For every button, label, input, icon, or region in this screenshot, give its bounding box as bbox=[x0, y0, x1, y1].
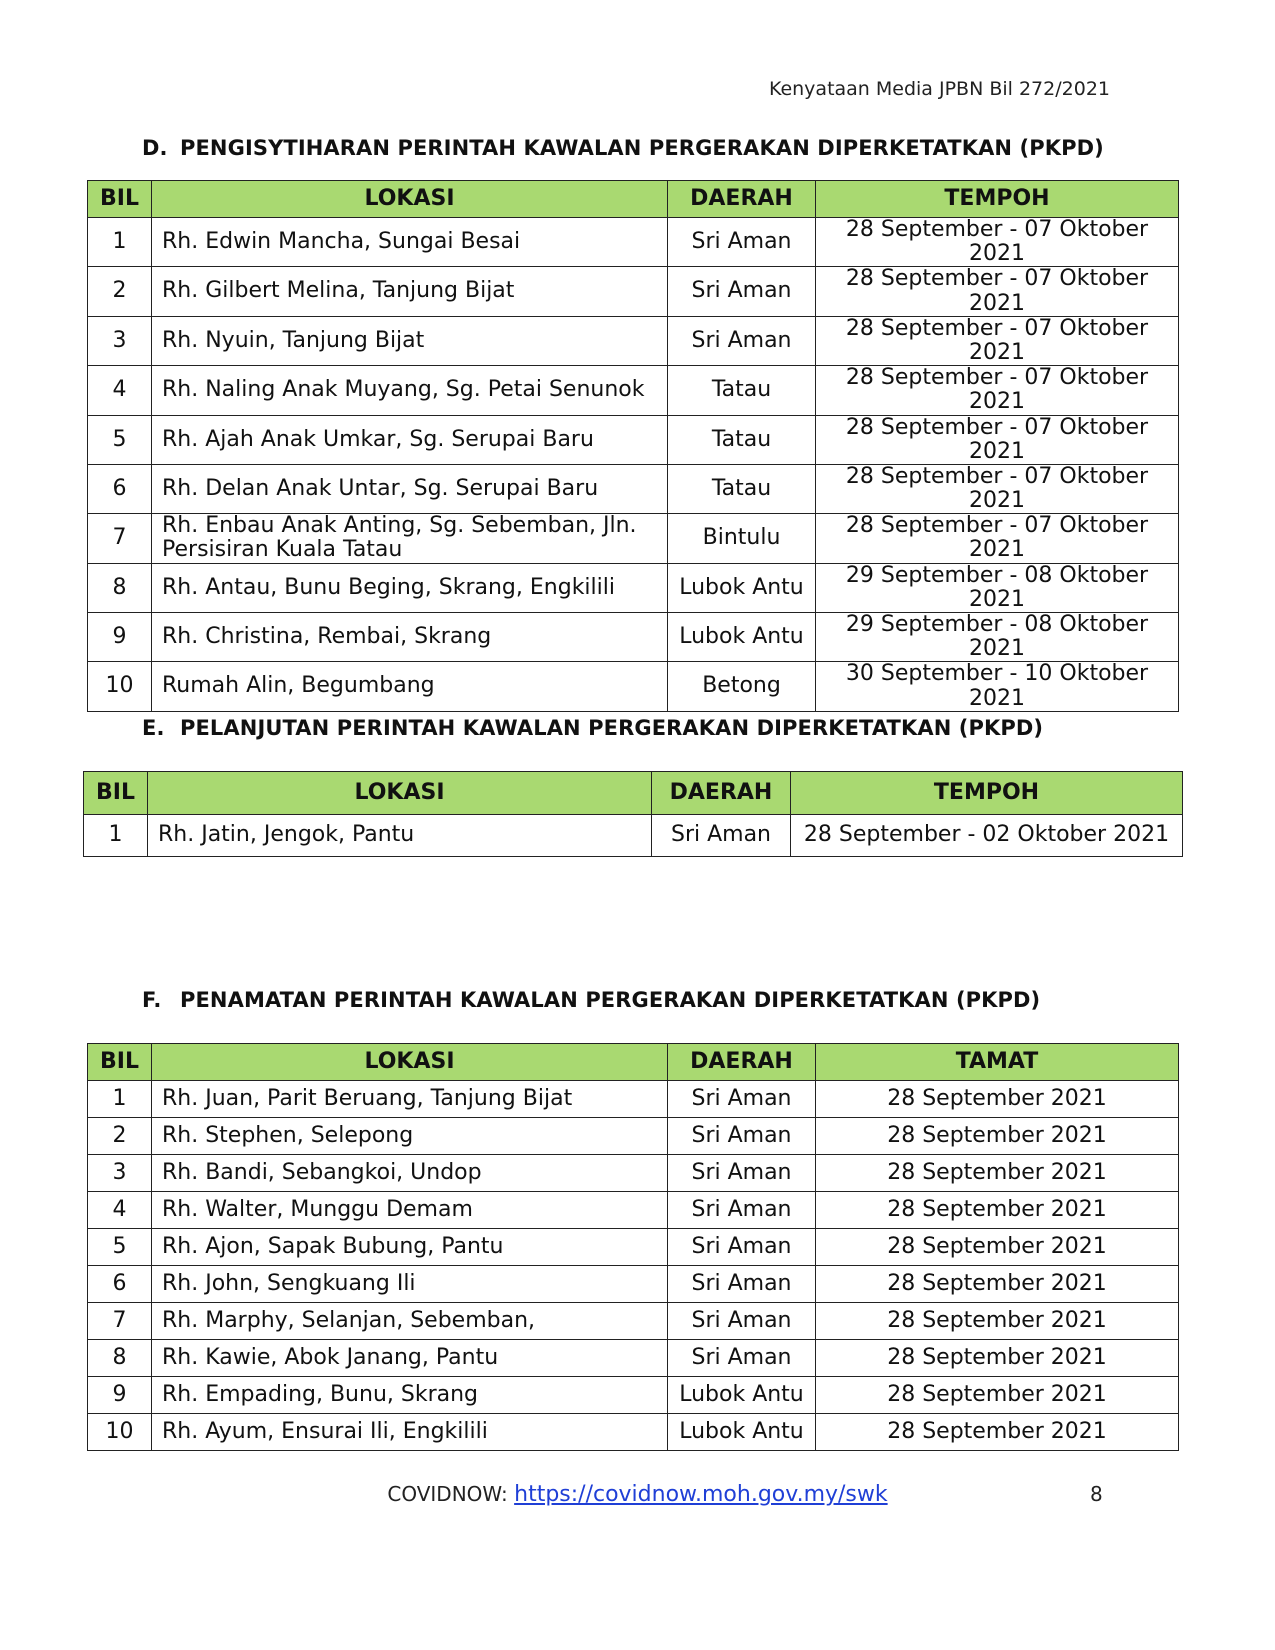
footer bbox=[0, 1482, 1275, 1507]
cell-date: 28 September 2021 bbox=[816, 1377, 1179, 1414]
cell-lokasi: Rh. Stephen, Selepong bbox=[152, 1118, 668, 1155]
cell-date: 28 September - 07 Oktober 2021 bbox=[816, 464, 1179, 513]
cell-bil: 1 bbox=[88, 1081, 152, 1118]
cell-daerah: Sri Aman bbox=[652, 815, 791, 857]
cell-daerah: Sri Aman bbox=[668, 267, 816, 316]
cell-daerah: Lubok Antu bbox=[668, 613, 816, 662]
covidnow-link[interactable]: https://covidnow.moh.gov.my/swk bbox=[514, 1482, 888, 1507]
table-row bbox=[88, 1081, 1179, 1118]
cell-date: 28 September 2021 bbox=[816, 1414, 1179, 1451]
section-f-heading: PENAMATAN PERINTAH KAWALAN PERGERAKAN DIPERKETATKAN (PKPD) bbox=[180, 988, 1041, 1012]
cell-daerah: Sri Aman bbox=[668, 1303, 816, 1340]
table-row bbox=[88, 1340, 1179, 1377]
cell-daerah: Sri Aman bbox=[668, 1081, 816, 1118]
cell-date: 29 September - 08 Oktober 2021 bbox=[816, 563, 1179, 612]
cell-daerah: Tatau bbox=[668, 464, 816, 513]
cell-bil: 5 bbox=[88, 1229, 152, 1266]
table-row bbox=[88, 1377, 1179, 1414]
cell-bil: 3 bbox=[88, 1155, 152, 1192]
cell-lokasi: Rh. Ajon, Sapak Bubung, Pantu bbox=[152, 1229, 668, 1266]
table-row bbox=[88, 514, 1179, 563]
section-e-title bbox=[142, 716, 1043, 740]
table-body bbox=[88, 1081, 1179, 1451]
cell-daerah: Sri Aman bbox=[668, 1155, 816, 1192]
column-header-tempoh: TEMPOH bbox=[791, 772, 1183, 815]
table-row bbox=[88, 464, 1179, 513]
cell-date: 28 September 2021 bbox=[816, 1266, 1179, 1303]
cell-bil: 8 bbox=[88, 563, 152, 612]
cell-lokasi: Rh. Christina, Rembai, Skrang bbox=[152, 613, 668, 662]
table-row bbox=[84, 815, 1183, 857]
cell-bil: 4 bbox=[88, 1192, 152, 1229]
cell-lokasi: Rh. Ayum, Ensurai Ili, Engkilili bbox=[152, 1414, 668, 1451]
cell-lokasi: Rh. Enbau Anak Anting, Sg. Sebemban, Jln. Persisiran Kuala Tatau bbox=[152, 514, 668, 563]
cell-date: 28 September - 07 Oktober 2021 bbox=[816, 514, 1179, 563]
cell-date: 28 September 2021 bbox=[816, 1303, 1179, 1340]
section-e-heading: PELANJUTAN PERINTAH KAWALAN PERGERAKAN DIPERKETATKAN (PKPD) bbox=[180, 716, 1044, 740]
cell-bil: 4 bbox=[88, 366, 152, 415]
table-row bbox=[88, 563, 1179, 612]
cell-lokasi: Rh. Marphy, Selanjan, Sebemban, bbox=[152, 1303, 668, 1340]
cell-bil: 6 bbox=[88, 1266, 152, 1303]
table-body bbox=[88, 218, 1179, 712]
cell-daerah: Tatau bbox=[668, 415, 816, 464]
cell-date: 28 September - 07 Oktober 2021 bbox=[816, 316, 1179, 365]
cell-lokasi: Rh. John, Sengkuang Ili bbox=[152, 1266, 668, 1303]
section-d-title bbox=[142, 136, 1104, 160]
cell-lokasi: Rumah Alin, Begumbang bbox=[152, 662, 668, 711]
cell-daerah: Tatau bbox=[668, 366, 816, 415]
cell-bil: 3 bbox=[88, 316, 152, 365]
table-row bbox=[88, 218, 1179, 267]
cell-date: 28 September - 07 Oktober 2021 bbox=[816, 218, 1179, 267]
column-header-tempoh: TEMPOH bbox=[816, 181, 1179, 218]
table-body bbox=[84, 815, 1183, 857]
cell-date: 28 September - 07 Oktober 2021 bbox=[816, 267, 1179, 316]
table-row bbox=[88, 1266, 1179, 1303]
cell-daerah: Lubok Antu bbox=[668, 1414, 816, 1451]
cell-daerah: Sri Aman bbox=[668, 316, 816, 365]
cell-lokasi: Rh. Jatin, Jengok, Pantu bbox=[148, 815, 652, 857]
table-row bbox=[88, 613, 1179, 662]
cell-lokasi: Rh. Nyuin, Tanjung Bijat bbox=[152, 316, 668, 365]
cell-daerah: Sri Aman bbox=[668, 1192, 816, 1229]
column-header-lokasi: LOKASI bbox=[148, 772, 652, 815]
cell-bil: 6 bbox=[88, 464, 152, 513]
cell-bil: 9 bbox=[88, 613, 152, 662]
column-header-lokasi: LOKASI bbox=[152, 1044, 668, 1081]
section-f-title bbox=[142, 988, 1040, 1012]
cell-daerah: Sri Aman bbox=[668, 1229, 816, 1266]
cell-lokasi: Rh. Delan Anak Untar, Sg. Serupai Baru bbox=[152, 464, 668, 513]
table-row bbox=[88, 1155, 1179, 1192]
cell-lokasi: Rh. Walter, Munggu Demam bbox=[152, 1192, 668, 1229]
footer-label: COVIDNOW: bbox=[387, 1482, 508, 1506]
column-header-bil: BIL bbox=[88, 1044, 152, 1081]
cell-lokasi: Rh. Antau, Bunu Beging, Skrang, Engkilili bbox=[152, 563, 668, 612]
cell-daerah: Betong bbox=[668, 662, 816, 711]
page-number: 8 bbox=[1090, 1482, 1103, 1506]
cell-daerah: Lubok Antu bbox=[668, 563, 816, 612]
cell-lokasi: Rh. Juan, Parit Beruang, Tanjung Bijat bbox=[152, 1081, 668, 1118]
column-header-tamat: TAMAT bbox=[816, 1044, 1179, 1081]
cell-date: 28 September - 02 Oktober 2021 bbox=[791, 815, 1183, 857]
cell-bil: 7 bbox=[88, 1303, 152, 1340]
pkpd-extension-table bbox=[83, 771, 1183, 857]
cell-bil: 8 bbox=[88, 1340, 152, 1377]
cell-lokasi: Rh. Empading, Bunu, Skrang bbox=[152, 1377, 668, 1414]
cell-date: 28 September 2021 bbox=[816, 1155, 1179, 1192]
table-row bbox=[88, 415, 1179, 464]
cell-bil: 10 bbox=[88, 1414, 152, 1451]
cell-daerah: Sri Aman bbox=[668, 1340, 816, 1377]
table-row bbox=[88, 1229, 1179, 1266]
column-header-bil: BIL bbox=[88, 181, 152, 218]
section-f-letter: F. bbox=[142, 988, 162, 1012]
column-header-lokasi: LOKASI bbox=[152, 181, 668, 218]
cell-date: 28 September 2021 bbox=[816, 1081, 1179, 1118]
table-row bbox=[88, 1192, 1179, 1229]
cell-daerah: Bintulu bbox=[668, 514, 816, 563]
cell-bil: 5 bbox=[88, 415, 152, 464]
table-header-row bbox=[88, 181, 1179, 218]
cell-lokasi: Rh. Bandi, Sebangkoi, Undop bbox=[152, 1155, 668, 1192]
cell-bil: 9 bbox=[88, 1377, 152, 1414]
cell-bil: 7 bbox=[88, 514, 152, 563]
cell-date: 28 September - 07 Oktober 2021 bbox=[816, 415, 1179, 464]
cell-date: 28 September 2021 bbox=[816, 1192, 1179, 1229]
pkpd-termination-table bbox=[87, 1043, 1179, 1451]
section-d-letter: D. bbox=[142, 136, 168, 160]
pkpd-declaration-table bbox=[87, 180, 1179, 712]
table-row bbox=[88, 316, 1179, 365]
section-d-heading: PENGISYTIHARAN PERINTAH KAWALAN PERGERAKAN DIPERKETATKAN (PKPD) bbox=[180, 136, 1104, 160]
cell-lokasi: Rh. Ajah Anak Umkar, Sg. Serupai Baru bbox=[152, 415, 668, 464]
cell-date: 28 September 2021 bbox=[816, 1340, 1179, 1377]
column-header-daerah: DAERAH bbox=[668, 1044, 816, 1081]
table-header-row bbox=[84, 772, 1183, 815]
cell-daerah: Sri Aman bbox=[668, 1118, 816, 1155]
table-header-row bbox=[88, 1044, 1179, 1081]
table-row bbox=[88, 1414, 1179, 1451]
table-row bbox=[88, 1303, 1179, 1340]
section-e-letter: E. bbox=[142, 716, 165, 740]
table-row bbox=[88, 267, 1179, 316]
cell-date: 28 September - 07 Oktober 2021 bbox=[816, 366, 1179, 415]
cell-bil: 2 bbox=[88, 267, 152, 316]
cell-bil: 2 bbox=[88, 1118, 152, 1155]
cell-bil: 1 bbox=[88, 218, 152, 267]
table-row bbox=[88, 366, 1179, 415]
cell-bil: 1 bbox=[84, 815, 148, 857]
cell-lokasi: Rh. Naling Anak Muyang, Sg. Petai Senunok bbox=[152, 366, 668, 415]
cell-date: 29 September - 08 Oktober 2021 bbox=[816, 613, 1179, 662]
cell-daerah: Lubok Antu bbox=[668, 1377, 816, 1414]
column-header-daerah: DAERAH bbox=[668, 181, 816, 218]
table-row bbox=[88, 1118, 1179, 1155]
document-reference: Kenyataan Media JPBN Bil 272/2021 bbox=[768, 78, 1110, 100]
cell-date: 30 September - 10 Oktober 2021 bbox=[816, 662, 1179, 711]
cell-daerah: Sri Aman bbox=[668, 1266, 816, 1303]
cell-date: 28 September 2021 bbox=[816, 1118, 1179, 1155]
cell-lokasi: Rh. Kawie, Abok Janang, Pantu bbox=[152, 1340, 668, 1377]
table-row bbox=[88, 662, 1179, 711]
column-header-bil: BIL bbox=[84, 772, 148, 815]
cell-date: 28 September 2021 bbox=[816, 1229, 1179, 1266]
cell-bil: 10 bbox=[88, 662, 152, 711]
cell-lokasi: Rh. Edwin Mancha, Sungai Besai bbox=[152, 218, 668, 267]
cell-daerah: Sri Aman bbox=[668, 218, 816, 267]
column-header-daerah: DAERAH bbox=[652, 772, 791, 815]
cell-lokasi: Rh. Gilbert Melina, Tanjung Bijat bbox=[152, 267, 668, 316]
